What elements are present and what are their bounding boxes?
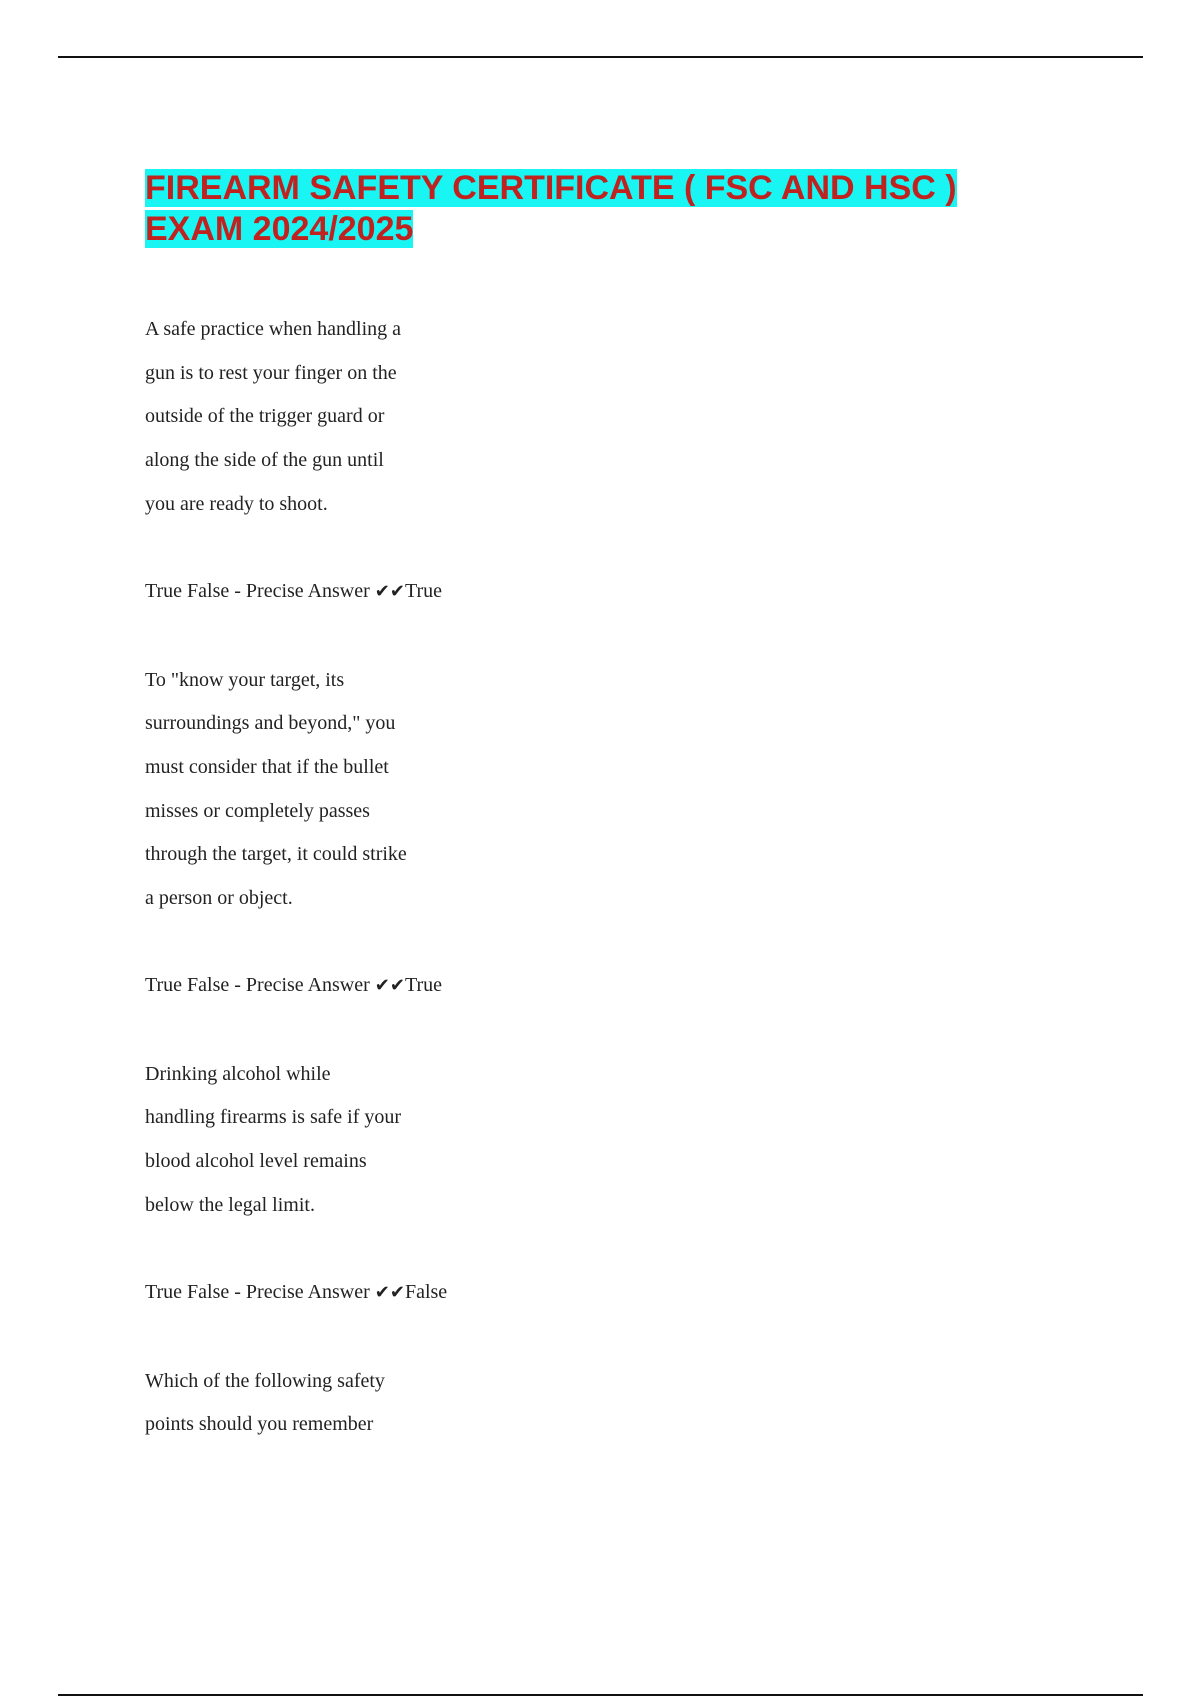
answer-value: True <box>404 973 443 996</box>
answer-line <box>145 569 665 614</box>
bottom-rule <box>58 1694 1143 1696</box>
top-rule <box>58 56 1143 58</box>
answer-line <box>145 963 665 1008</box>
answer-value: False <box>404 1280 448 1303</box>
answer-prefix: True False - Precise Answer <box>145 579 375 602</box>
question-text: To "know your target, its surroundings and beyond," you must consider that if the bullet misses or completely passes through the target, it could strike a person or object. <box>145 668 407 910</box>
answer-value: True <box>404 579 443 602</box>
answer-line <box>145 1270 665 1315</box>
document-title <box>145 168 1045 250</box>
qa-item <box>145 1360 665 1447</box>
qa-item <box>145 308 665 614</box>
check-icon: ✔✔ <box>374 974 405 996</box>
qa-item <box>145 659 665 1008</box>
question-text: Which of the following safety points should you remember <box>145 1369 385 1436</box>
title-highlight: FIREARM SAFETY CERTIFICATE ( FSC AND HSC ) EXAM 2024/2025 <box>145 168 957 248</box>
question-text: A safe practice when handling a gun is to rest your finger on the outside of the trigger guard or along the side of the gun until you are ready to shoot. <box>145 318 402 515</box>
answer-prefix: True False - Precise Answer <box>145 1280 375 1303</box>
check-icon: ✔✔ <box>374 580 405 602</box>
document-body <box>145 308 665 1447</box>
check-icon: ✔✔ <box>374 1281 405 1303</box>
qa-item <box>145 1053 665 1315</box>
question-text: Drinking alcohol while handling firearms is safe if your blood alcohol level remains below the legal limit. <box>145 1062 402 1216</box>
answer-prefix: True False - Precise Answer <box>145 973 375 996</box>
